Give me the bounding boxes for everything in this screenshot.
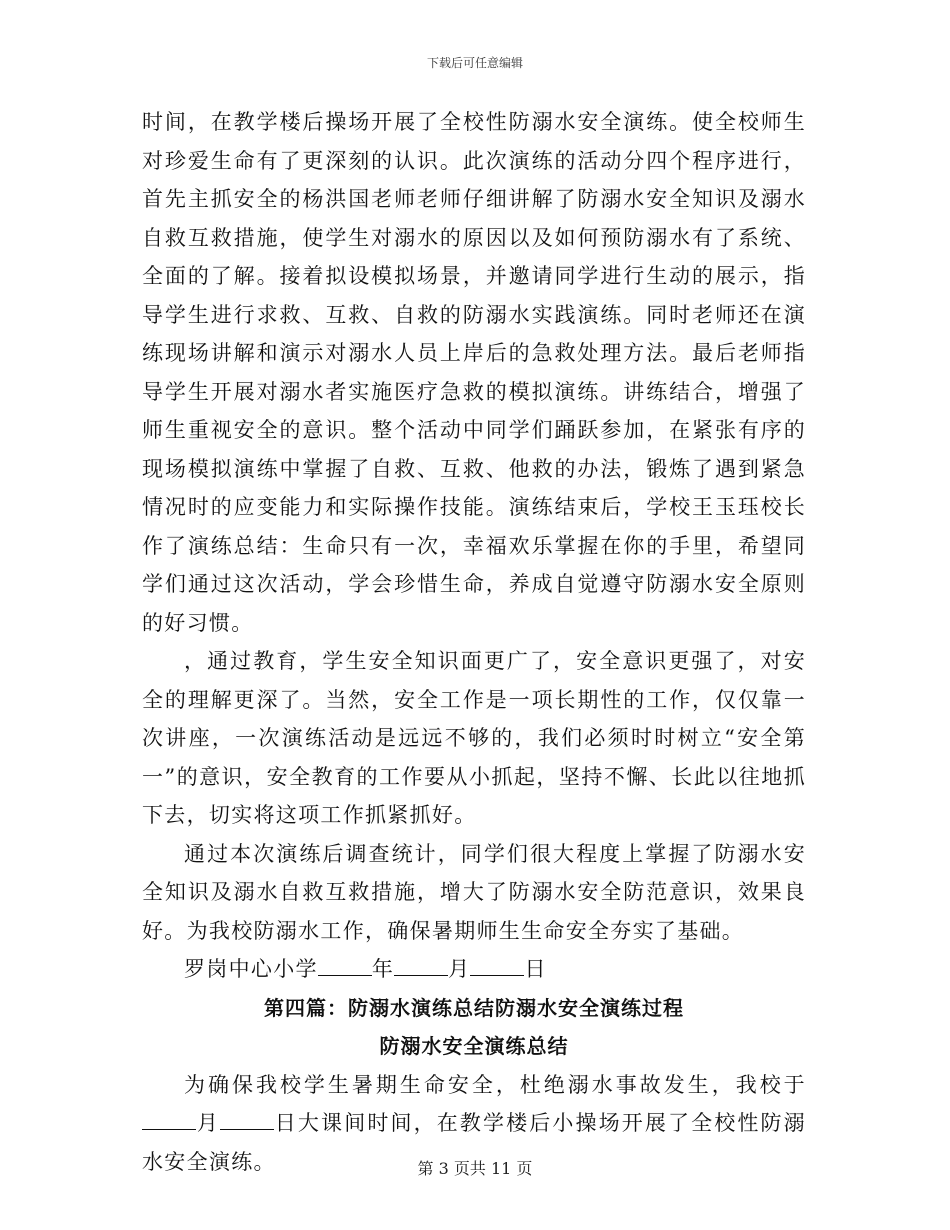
year-blank xyxy=(318,955,372,976)
page-footer: 第 3 页共 11 页 xyxy=(417,1159,533,1178)
day-label: 日 xyxy=(524,957,547,981)
signature-line xyxy=(142,950,806,989)
section-subtitle: 防溺水安全演练总结 xyxy=(379,1034,569,1058)
day-blank xyxy=(470,955,524,976)
month-label: 月 xyxy=(448,957,471,981)
paragraph-drill-description: 时间，在教学楼后操场开展了全校性防溺水安全演练。使全校师生对珍爱生命有了更深刻的认识。此次演练的活动分四个程序进行，首先主抓安全的杨洪国老师老师仔细讲解了防溺水安全知识及溺水自救互救措施，使学生对溺水的原因以及如何预防溺水有了系统、全面的了解。接着拟设模拟场景，并邀请同学进行生动的展示，指导学生进行求救、互救、自救的防溺水实践演练。同时老师还在演练现场讲解和演示对溺水人员上岸后的急救处理方法。最后老师指导学生开展对溺水者实施医疗急救的模拟演练。讲练结合，增强了师生重视安全的意识。整个活动中同学们踊跃参加，在紧张有序的现场模拟演练中掌握了自救、互救、他救的办法，锻炼了遇到紧急情况时的应变能力和实际操作技能。演练结束后，学校王玉珏校长作了演练总结：生命只有一次，幸福欢乐掌握在你的手里，希望同学们通过这次活动，学会珍惜生命，养成自觉遵守防溺水安全原则的好习惯。 xyxy=(142,110,806,635)
section-title: 第四篇：防溺水演练总结防溺水安全演练过程 xyxy=(264,995,684,1020)
intro-text-2: 日大课间时间，在教学楼后小操场开展了全校性防溺水安全演练。 xyxy=(142,1111,806,1174)
year-label: 年 xyxy=(371,957,395,981)
paragraph-education-results: ，通过教育，学生安全知识面更广了，安全意识更强了，对安全的理解更深了。当然，安全工作是一项长期性的工作，仅仅靠一次讲座，一次演练活动是远远不够的，我们必须时时树立“安全第一”的意识，安全教育的工作要从小抓起，坚持不懈、长此以往地抓下去，切实将这项工作抓紧抓好。 xyxy=(142,649,806,827)
month-blank-2 xyxy=(142,1109,196,1130)
school-name: 罗岗中心小学 xyxy=(184,957,318,981)
month-blank xyxy=(394,955,448,976)
paragraph-survey-results: 通过本次演练后调查统计，同学们很大程度上掌握了防溺水安全知识及溺水自救互救措施，增大了防溺水安全防范意识，效果良好。为我校防溺水工作，确保暑期师生生命安全夯实了基础。 xyxy=(142,841,806,943)
intro-text-1: 为确保我校学生暑期生命安全，杜绝溺水事故发生，我校于 xyxy=(184,1072,806,1097)
page-header: 下载后可任意编辑 xyxy=(426,56,523,70)
intro-month-label: 月 xyxy=(196,1111,220,1135)
document-body xyxy=(142,103,806,1181)
day-blank-2 xyxy=(220,1109,274,1130)
